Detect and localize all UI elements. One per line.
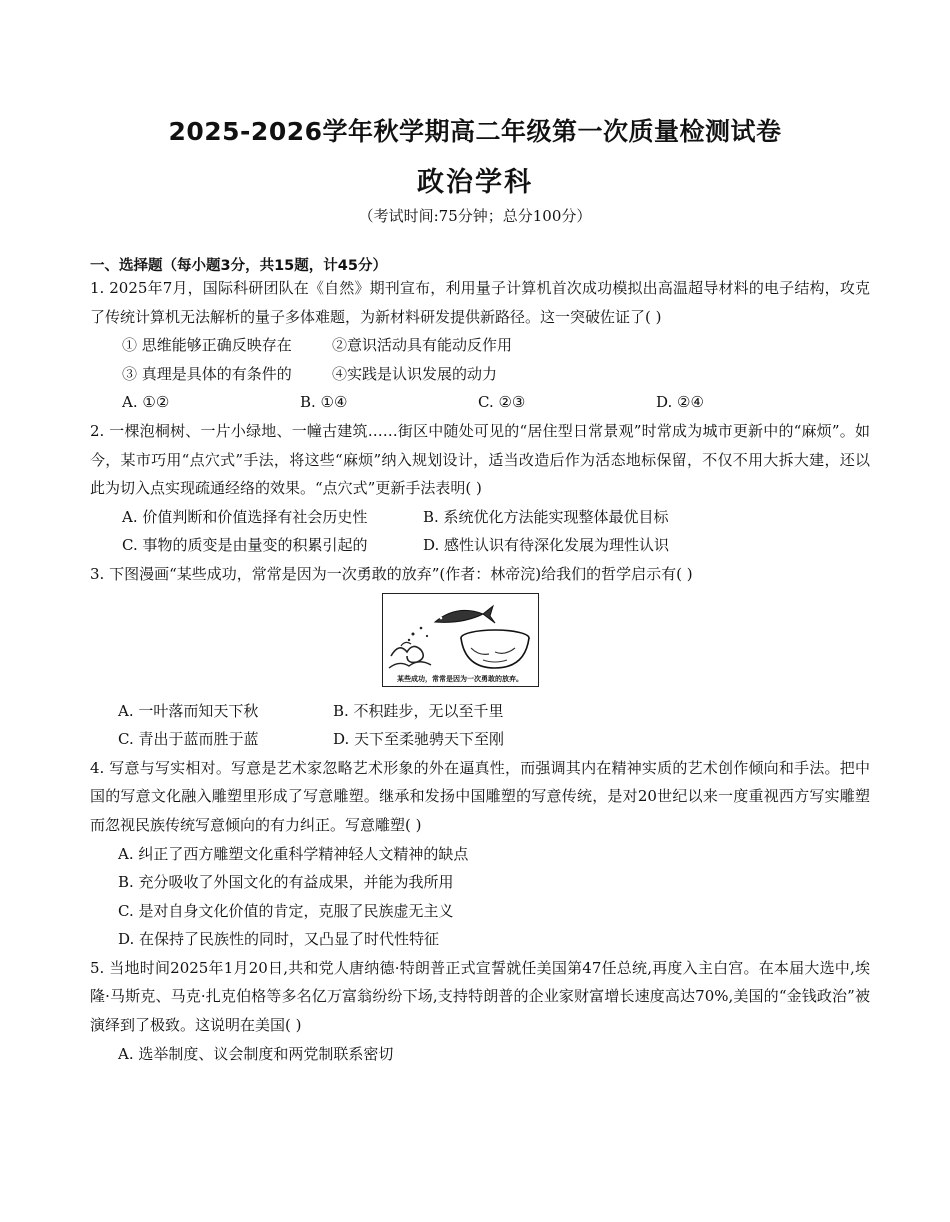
option-d: D. 感性认识有待深化发展为理性认识 [423,536,670,555]
questions [90,274,870,1068]
question-3 [90,560,870,754]
statement: ④实践是认识发展的动力 [332,364,498,383]
fish-icon [435,606,495,623]
exam-info: （考试时间:75分钟；总分100分） [358,207,592,225]
question-1 [90,274,870,417]
subject-title: 政治学科 [417,167,533,198]
option-b: B. ①④ [300,393,348,412]
option-row [90,697,870,726]
option-c: C. 青出于蓝而胜于蓝 [118,730,259,749]
option-row [90,388,870,417]
statement-row [90,331,870,360]
cartoon-image [382,593,539,687]
option-row [90,503,870,532]
question-stem: 5. 当地时间2025年1月20日,共和党人唐纳德·特朗普正式宣誓就任美国第47任总统,再度入主白宫。在本届大选中,埃隆·马斯克、马克·扎克伯格等多名亿万富翁纷纷下场,支持特朗普的企业家财富增长速度高达70%,美国的“金钱政治”被演绎到了极致。这说明在美国( ) [90,958,870,1035]
option-a: A. ①② [122,393,170,412]
option-d: D. 天下至柔驰骋天下至刚 [333,730,505,749]
option-a: A. 选举制度、议会制度和两党制联系密切 [118,1044,394,1063]
option-c: C. 是对自身文化价值的肯定，克服了民族虚无主义 [118,901,454,920]
option-a: A. 价值判断和价值选择有社会历史性 [122,507,368,526]
option-row [90,725,870,754]
option-row [90,531,870,560]
option-b: B. 不积跬步，无以至千里 [333,701,504,720]
question-stem: 3. 下图漫画“某些成功，常常是因为一次勇敢的放弃”(作者：林帝浣)给我们的哲学启示有( ) [90,564,693,583]
statement: ① 思维能够正确反映存在 [122,336,292,355]
option-a: A. 纠正了西方雕塑文化重科学精神轻人文精神的缺点 [118,844,469,863]
option-a: A. 一叶落而知天下秋 [118,701,259,720]
question-5 [90,954,870,1068]
bowl-icon [461,630,529,668]
option-d: D. 在保持了民族性的同时，又凸显了时代性特征 [118,930,440,949]
statement-row [90,360,870,389]
option-d: D. ②④ [656,393,704,412]
option-c: C. ②③ [478,393,526,412]
option-b: B. 充分吸收了外国文化的有益成果，并能为我所用 [118,873,454,892]
option-b: B. 系统优化方法能实现整体最优目标 [423,507,669,526]
option-c: C. 事物的质变是由量变的积累引起的 [122,536,368,555]
question-stem: 1. 2025年7月，国际科研团队在《自然》期刊宣布，利用量子计算机首次成功模拟出高温超导材料的电子结构，攻克了传统计算机无法解析的量子多体难题，为新材料研发提供新路径。这一突破佐证了( ) [90,279,870,326]
question-stem: 4. 写意与写实相对。写意是艺术家忽略艺术形象的外在逼真性，而强调其内在精神实质的艺术创作倾向和手法。把中国的写意文化融入雕塑里形成了写意雕塑。继承和发扬中国雕塑的写意传统，是对20世纪以来一度重视西方写实雕塑而忽视民族传统写意倾向的有力纠正。写意雕塑( ) [90,758,870,834]
statement: ②意识活动具有能动反作用 [332,336,513,355]
question-2 [90,417,870,560]
question-4 [90,754,870,954]
cartoon-caption: 某些成功，常常是因为一次勇敢的放弃。 [397,674,523,683]
section-heading: 一、选择题（每小题3分，共15题，计45分） [90,258,387,274]
fish-bowl-illustration [383,594,538,686]
exam-title: 2025-2026学年秋学期高二年级第一次质量检测试卷 [168,117,782,146]
question-stem: 2. 一棵泡桐树、一片小绿地、一幢古建筑……街区中随处可见的“居住型日常景观”时常成为城市更新中的“麻烦”。如今，某市巧用“点穴式”手法，将这些“麻烦”纳入规划设计，适当改造后作为活态地标保留，不仅不用大拆大建，还以此为切入点实现疏通经络的效果。“点穴式”更新手法表明( ) [90,421,870,498]
statement: ③ 真理是具体的有条件的 [122,364,292,383]
